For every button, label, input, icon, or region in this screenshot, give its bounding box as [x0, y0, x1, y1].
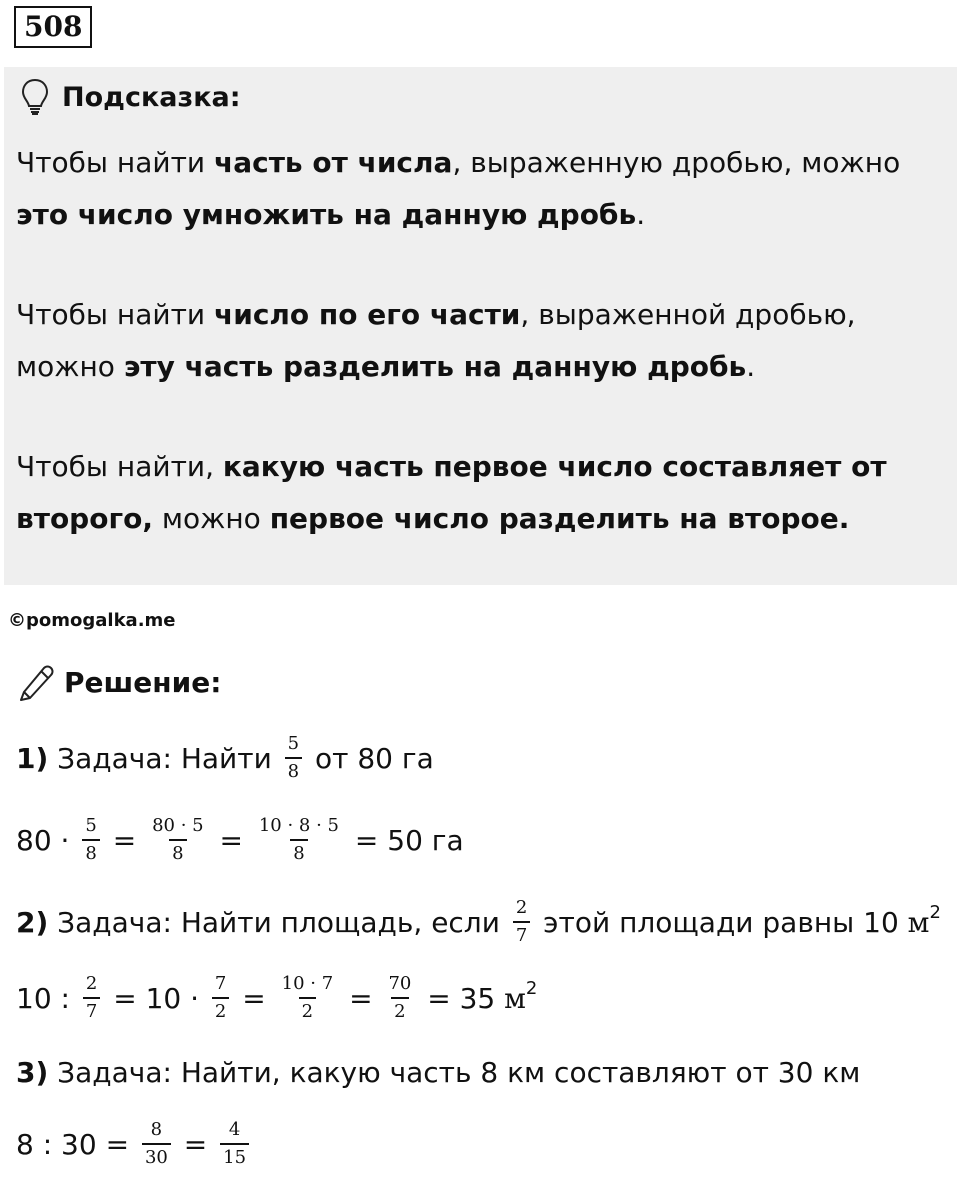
- task3-number: 3): [16, 1055, 49, 1089]
- task2-fraction: [513, 897, 530, 947]
- unit-exponent: 2: [525, 977, 538, 999]
- unit: м: [504, 981, 526, 1015]
- calc-text: = 35: [418, 981, 505, 1015]
- fraction-numerator: 8: [150, 1119, 163, 1140]
- calc-text: 8 : 30 =: [16, 1127, 138, 1161]
- task2-tail: этой площади равны 10: [534, 905, 908, 939]
- task1-calculation: [16, 808, 464, 872]
- fraction-numerator: 10 · 7: [281, 973, 334, 994]
- fraction-numerator: 80 · 5: [152, 815, 204, 836]
- solution-title-text: Решение:: [64, 665, 222, 699]
- fraction-denominator: 8: [290, 839, 307, 865]
- calc-text: =: [233, 981, 275, 1015]
- calc-text: =: [103, 823, 146, 857]
- fraction-numerator: 5: [287, 733, 300, 754]
- fraction-denominator: 15: [220, 1143, 249, 1169]
- task-number: 508: [14, 6, 92, 48]
- calc-text: =: [340, 981, 382, 1015]
- calc-fraction: [212, 973, 229, 1023]
- hint-paragraph-1: [16, 137, 946, 241]
- fraction-numerator: 2: [85, 973, 98, 994]
- hint-box: [4, 67, 957, 585]
- calc-fraction: [82, 815, 99, 865]
- calc-fraction: [149, 815, 207, 865]
- fraction-denominator: 8: [169, 839, 186, 865]
- hint-p2-bold-d: эту часть разделить на данную дробь: [123, 350, 747, 383]
- fraction-numerator: 4: [228, 1119, 241, 1140]
- hint-p2-bold-b: число по его части: [213, 298, 521, 331]
- task1-fraction: [285, 733, 302, 783]
- hint-p3-bold-d: первое число разделить на второе.: [269, 502, 850, 535]
- calc-fraction: [256, 815, 342, 865]
- calc-fraction: [385, 973, 414, 1023]
- fraction-numerator: 5: [85, 815, 97, 836]
- hint-paragraph-3: [16, 441, 946, 545]
- calc-text: 80 ·: [16, 823, 79, 857]
- fraction-denominator: 2: [299, 997, 316, 1023]
- fraction-numerator: 7: [214, 973, 227, 994]
- calc-text: =: [210, 823, 252, 857]
- task1-tail: от 80 га: [306, 741, 434, 775]
- calc-fraction: [142, 1119, 171, 1169]
- fraction-denominator: 7: [83, 997, 100, 1023]
- hint-p2-text-a: Чтобы найти: [16, 298, 214, 331]
- task3-text: Задача: Найти, какую часть 8 км составляют от 30 км: [48, 1055, 861, 1089]
- fraction-denominator: 2: [391, 997, 408, 1023]
- task2-calculation: [16, 966, 537, 1030]
- fraction-denominator: 8: [285, 757, 302, 783]
- hint-p1-text-e: .: [636, 198, 646, 231]
- copyright: ©pomogalka.me: [8, 610, 176, 631]
- calc-fraction: [83, 973, 100, 1023]
- hint-p2-text-e: .: [746, 350, 756, 383]
- fraction-denominator: 30: [142, 1143, 171, 1169]
- hint-p1-text-c: , выраженную дробью, можно: [452, 146, 901, 179]
- calc-text: = 10 ·: [104, 981, 208, 1015]
- fraction-numerator: 10 · 8 · 5: [258, 815, 339, 836]
- task2-statement: [16, 890, 941, 954]
- task3-statement: [16, 1052, 860, 1092]
- task1-text: Задача: Найти: [48, 741, 281, 775]
- fraction-denominator: 7: [513, 921, 530, 947]
- hint-p3-bold-b: какую часть первое число составляет от второго,: [16, 450, 887, 535]
- fraction-numerator: 70: [388, 973, 412, 994]
- fraction-numerator: 2: [515, 897, 528, 918]
- fraction-denominator: 8: [82, 839, 99, 865]
- hint-title-text: Подсказка:: [62, 81, 241, 113]
- task1-statement: [16, 730, 434, 786]
- hint-p1-bold-d: это число умножить на данную дробь: [16, 198, 637, 231]
- unit-exponent: 2: [929, 901, 941, 923]
- task2-number: 2): [16, 905, 49, 939]
- calc-text: =: [174, 1127, 217, 1161]
- unit: м: [907, 905, 930, 939]
- lightbulb-icon: [20, 77, 50, 117]
- task3-calculation: [16, 1112, 253, 1176]
- hint-p3-text-c: можно: [152, 502, 270, 535]
- hint-p1-bold-b: часть от числа: [213, 146, 453, 179]
- hint-p3-text-a: Чтобы найти,: [16, 450, 223, 483]
- calc-fraction: [220, 1119, 249, 1169]
- hint-title: [20, 79, 241, 115]
- pencil-icon: [16, 662, 56, 702]
- solution-title: [16, 660, 221, 704]
- task2-text: Задача: Найти площадь, если: [48, 905, 509, 939]
- calc-fraction: [279, 973, 337, 1023]
- hint-paragraph-2: [16, 289, 946, 393]
- task1-number: 1): [16, 741, 49, 775]
- hint-p2-text-c: , выраженной дробью, можно: [16, 298, 856, 383]
- calc-text: 10 :: [16, 981, 79, 1015]
- calc-text: = 50 га: [346, 823, 464, 857]
- hint-p1-text-a: Чтобы найти: [16, 146, 214, 179]
- fraction-denominator: 2: [212, 997, 229, 1023]
